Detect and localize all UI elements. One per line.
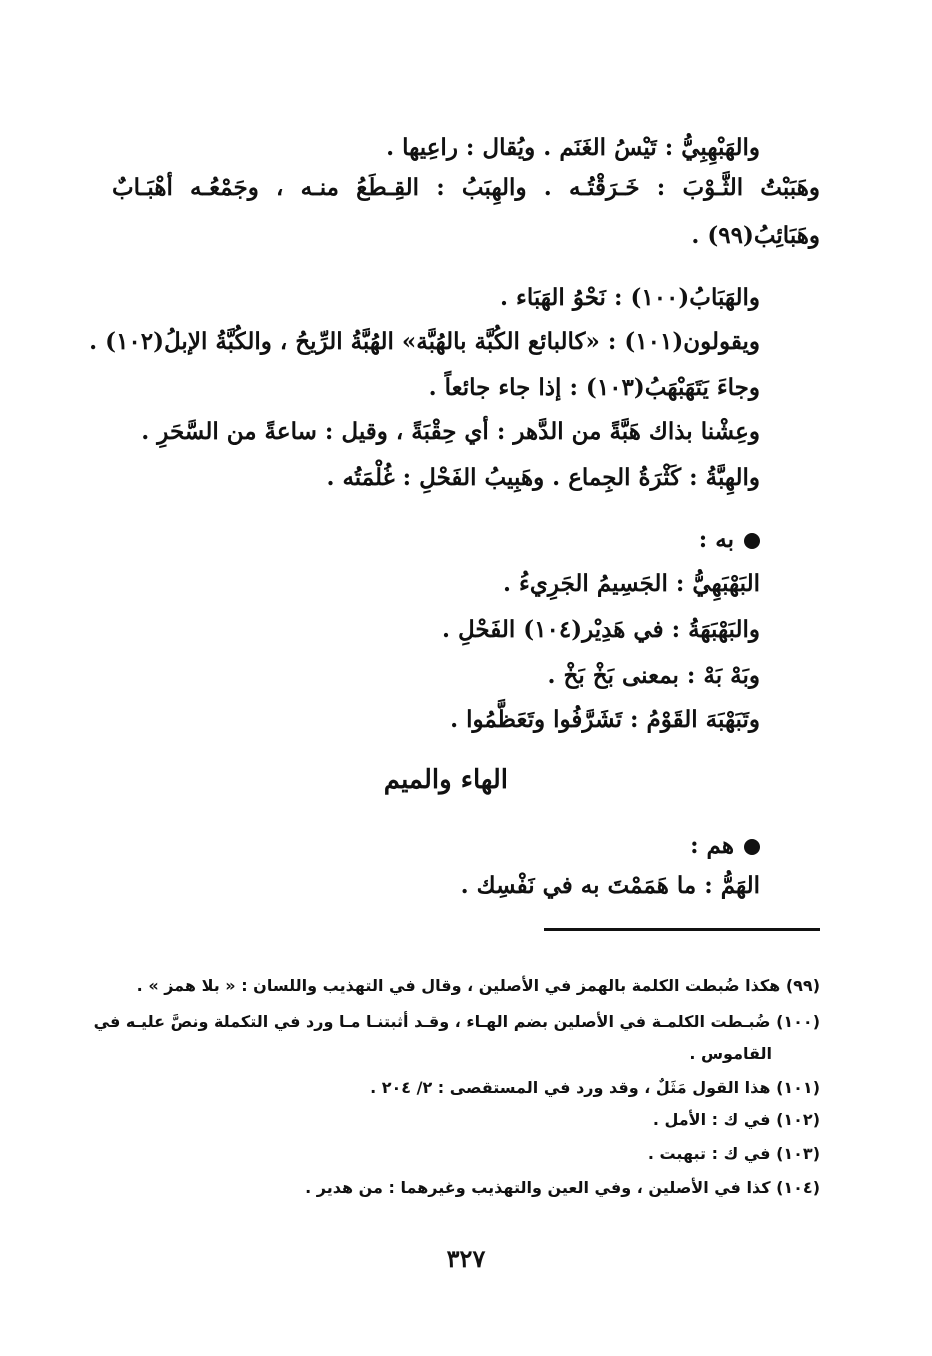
entry-hibbah: والهِبَّةُ : كَثْرَةُ الجِماع . وهَبِيبُ الفَحْلِ : غُلْمَتُه . xyxy=(326,464,760,491)
section-ba-title: به : xyxy=(698,526,734,553)
entry-habaib: وهَبَائِبُ(٩٩) . xyxy=(691,222,820,249)
entry-hamm: الهَمُّ : ما هَمَمْتَ به في نَفْسِك . xyxy=(460,872,760,899)
entry-proverb: ويقولون(١٠١) : «كالبائع الكُبَّة بالهُبَّة» الهُبَّةُ الرِّيحُ ، والكُبَّةُ الإبلُ(١٠٢) . xyxy=(89,328,760,355)
entry-habbabtu: وهَبَبْتُ الثَّـوْبَ : خَـرَقْتُـه . والهِبَبُ : القِـطَعُ منـه ، وجَمْعُـه أهْبَـابٌ xyxy=(112,174,820,201)
entry-tabahbaha: وتَبَهْبَهَ القَوْمُ : تَشَرَّفُوا وتَعَظَّمُوا . xyxy=(450,706,760,733)
footnote-104: (١٠٤) كذا في الأصلين ، وفي العين والتهذيب وغيرهما : من هدير . xyxy=(305,1178,820,1197)
entry-bahbahah: والبَهْبَهَةُ : في هَدِيْر(١٠٤) الفَحْلِ . xyxy=(441,616,760,643)
footnote-102: (١٠٢) في ك : الأمل . xyxy=(652,1110,820,1129)
footnote-103: (١٠٣) في ك : تبهبت . xyxy=(647,1144,820,1163)
footnote-101: (١٠١) هذا القول مَثَلٌ ، وقد ورد في المستقصى : ٢/ ٢٠٤ . xyxy=(370,1078,820,1097)
footnote-rule xyxy=(544,928,820,931)
footnote-99: (٩٩) هكذا ضُبطت الكلمة بالهمز في الأصلين ، وقال في التهذيب واللسان : « بلا همز » . xyxy=(136,976,820,995)
section-ham-header xyxy=(690,826,760,866)
entry-bah-bah: وبَهْ بَهْ : بمعنى بَخْ بَخْ . xyxy=(547,662,760,689)
entry-habbah: وعِشْنا بذاك هَبَّةً من الدَّهر : أي حِقْبَةً ، وقيل : ساعةً من السَّحَرِ . xyxy=(141,418,760,445)
section-ba-header xyxy=(699,520,760,560)
entry-yatahabhab: وجاءَ يَتَهَبْهَبُ(١٠٣) : إذا جاء جائعاً . xyxy=(428,374,760,401)
page-number: ٣٢٧ xyxy=(446,1244,486,1273)
chapter-heading: الهاء والميم xyxy=(383,765,508,795)
section-ham-title: هم : xyxy=(690,832,734,859)
entry-bahbahi: البَهْبَهِيُّ : الجَسِيمُ الجَرِيءُ . xyxy=(503,570,760,597)
footnote-100-cont: القاموس . xyxy=(689,1044,772,1063)
entry-habab: والهَبَابُ(١٠٠) : نَحْوُ الهَبَاء . xyxy=(500,284,760,311)
entry-habhabi: والهَبْهِبِيُّ : تَيْسُ الغَنَم . ويُقال : راعِيها . xyxy=(386,134,760,161)
bullet-icon xyxy=(744,533,760,549)
bullet-icon xyxy=(744,839,760,855)
footnote-100: (١٠٠) ضُبـطت الكلمـة في الأصلين بضم الهـاء ، وقـد أثبتنـا مـا ورد في التكملة ونصَّ عليـه في xyxy=(93,1012,820,1031)
